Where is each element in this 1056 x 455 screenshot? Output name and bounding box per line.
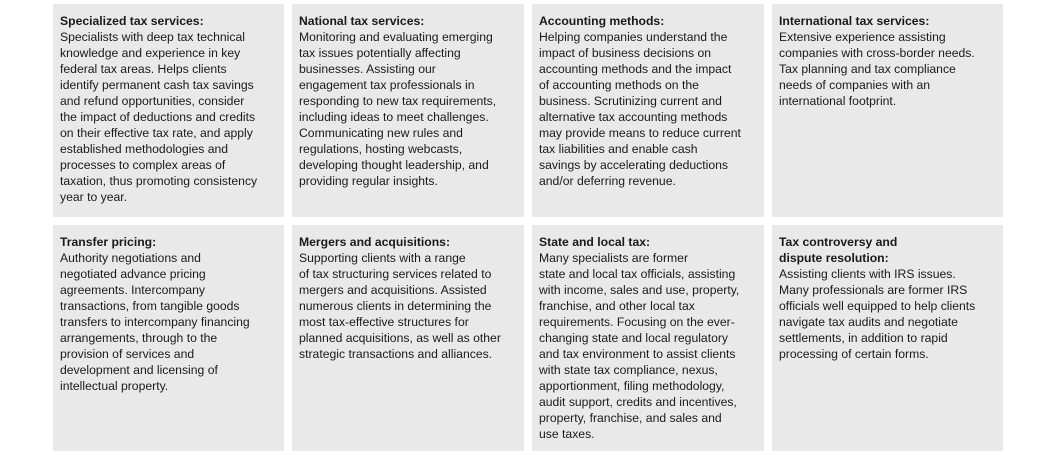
card-national-tax-services [292,4,524,217]
card-title: Accounting methods: [539,14,665,28]
card-international-tax-services [772,4,1003,217]
card-body: Many specialists are former state and local tax officials, assisting with income, sales and use, property, franchise, and other local tax requirements. Focusing on the ever- changing state and local regulatory and tax environment to assist clients with state tax compliance, nexus, apportionment, filing methodology, audit support, credits and incentives, property, franchise, and sales and use taxes. [539,251,740,441]
card-title: Mergers and acquisitions: [299,235,451,249]
card-tax-controversy [772,225,1003,451]
card-body: Monitoring and evaluating emerging tax issues potentially affecting businesses. Assisting our engagement tax professionals in responding to new tax requirements, including ideas to meet challenges. Communicating new rules and regulations, hosting webcasts, developing thought leadership, and providing regular insights. [299,30,497,188]
card-title: Transfer pricing: [60,235,157,249]
card-title: National tax services: [299,14,425,28]
card-title: State and local tax: [539,235,651,249]
card-title: Specialized tax services: [60,14,204,28]
card-body: Supporting clients with a range of tax structuring services related to mergers and acquisitions. Assisted numerous clients in determining the most tax-effective structures for planned acquisitions, as well as other strategic transactions and alliances. [299,251,501,361]
card-title: International tax services: [779,14,930,28]
card-body: Helping companies understand the impact of business decisions on accounting methods and the impact of accounting methods on the business. Scrutinizing current and alternative tax accounting methods may provide means to reduce current tax liabilities and enable cash savings by accelerating deductions and/or deferring revenue. [539,30,741,188]
card-body: Authority negotiations and negotiated advance pricing agreements. Intercompany transactions, from tangible goods transfers to intercompany financing arrangements, through to the provision of services and development and licensing of intellectual property. [60,251,250,393]
card-accounting-methods [532,4,764,217]
card-specialized-tax-services [53,4,284,217]
card-body: Extensive experience assisting companies with cross-border needs. Tax planning and tax compliance needs of companies with an international footprint. [779,30,975,108]
card-body: Assisting clients with IRS issues. Many professionals are former IRS officials well equipped to help clients navigate tax audits and negotiate settlements, in addition to rapid processing of certain forms. [779,267,976,361]
card-state-and-local-tax [532,225,764,451]
card-title: Tax controversy and dispute resolution: [779,235,898,265]
card-mergers-and-acquisitions [292,225,524,451]
card-body: Specialists with deep tax technical knowledge and experience in key federal tax areas. Helps clients identify permanent cash tax savings and refund opportunities, consider the impact of deductions and credits on their effective tax rate, and apply established methodologies and processes to complex areas of taxation, thus promoting consistency year to year. [60,30,258,204]
card-transfer-pricing [53,225,284,451]
